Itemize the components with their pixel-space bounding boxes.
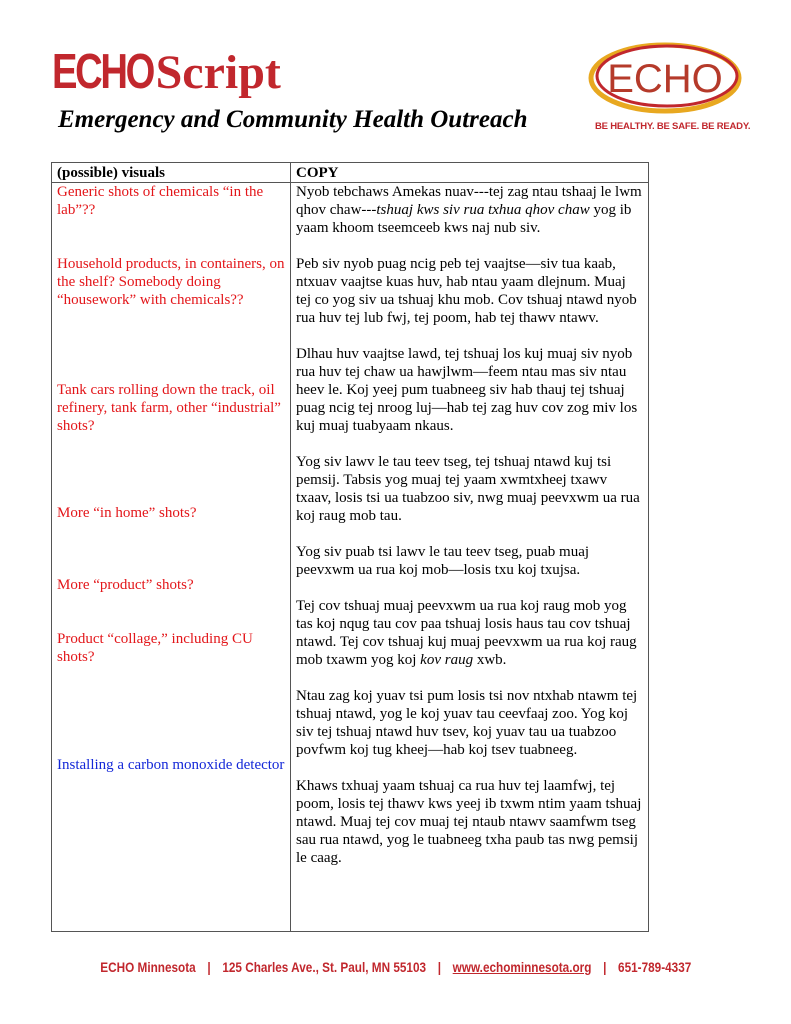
page-title	[52, 44, 281, 108]
footer-org: ECHO Minnesota	[99, 959, 196, 975]
column-header-visuals: (possible) visuals	[52, 163, 291, 183]
visual-note: Product “collage,” including CU shots?	[57, 631, 253, 665]
footer-website-link[interactable]: www.echominnesota.org	[452, 959, 592, 975]
copy-paragraph: Dlhau huv vaajtse lawd, tej tshuaj los kuj muaj siv nyob rua huv tej chaw ua hawjlwm—feem ntau mas siv ntau heev le. Koj yeej pum tuabneeg siv hab thauj tej tshuaj puag ncig tej nroog luj—hab tej zag huv cov zog miv los kuj muaj tuabyaam nkaus.	[296, 346, 638, 434]
footer-separator: |	[437, 959, 441, 975]
table-row	[52, 183, 649, 932]
table-header-row	[52, 163, 649, 183]
page-subtitle: Emergency and Community Health Outreach	[58, 106, 528, 133]
copy-paragraph: Ntau zag koj yuav tsi pum losis tsi nov ntxhab ntawm tej tshuaj ntawd, yog le koj yuav tau ceevfaaj zoo. Yog koj siv tej tshuaj ntawd huv tsev, koj yuav tau ua tuabzoo povfwm koj tug kheej—hab koj tsev tuabneeg.	[296, 688, 638, 758]
copy-paragraph: Peb siv nyob puag ncig peb tej vaajtse—siv tua kaab, ntxuav vaajtse kuas huv, hab ntau yaam dlejnum. Muaj tej co yog siv ua tshuaj khu mob. Cov tshuaj ntawd nyob rua huv tej lub fwj, tej poom, hab tej thawv ntawv.	[296, 256, 637, 326]
logo-text: ECHO	[607, 57, 723, 101]
logo-tagline: BE HEALTHY. BE SAFE. BE READY.	[595, 121, 751, 132]
footer-phone: 651-789-4337	[617, 959, 691, 975]
footer-address: 125 Charles Ave., St. Paul, MN 55103	[222, 959, 426, 975]
visual-note: More “product” shots?	[57, 577, 194, 593]
footer-separator: |	[207, 959, 211, 975]
copy-paragraph: Yog siv puab tsi lawv le tau teev tseg, puab muaj peevxwm ua rua koj mob—losis txu koj txujsa.	[296, 544, 590, 578]
copy-paragraph: Yog siv lawv le tau teev tseg, tej tshuaj ntawd kuj tsi pemsij. Tabsis yog muaj tej yaam xwmtxheej txawv txaav, losis tsi ua tuabzoo siv, nwg muaj peevxwm ua rua koj raug mob tau.	[296, 454, 640, 524]
copy-paragraph: Tej cov tshuaj muaj peevxwm ua rua koj raug mob yog tas koj nqug tau cov paa tshuaj losis haus tau cov tshuaj ntawd. Tej cov tshuaj kuj muaj peevxwm ua rua koj raug mob txawm yog koj kov raug xwb.	[296, 598, 637, 668]
title-script: Script	[155, 46, 281, 99]
visual-note: Tank cars rolling down the track, oil refinery, tank farm, other “industrial” shots?	[57, 382, 281, 434]
visual-note: Installing a carbon monoxide detector	[57, 757, 285, 773]
copy-cell	[291, 183, 649, 932]
copy-paragraph: Khaws txhuaj yaam tshuaj ca rua huv tej laamfwj, tej poom, losis tej thawv kws yeej ib txwm ntim yaam tshuaj ntawd. Muaj tej cov muaj tej ntaub ntawv saamfwm tseg sau rua ntawd, yog le tuabneeg txha paub tas nwg pemsij le caag.	[296, 778, 642, 866]
copy-paragraph: Nyob tebchaws Amekas nuav---tej zag ntau tshaaj le lwm qhov chaw---tshuaj kws siv rua txhua qhov chaw yog ib yaam khoom tseemceeb kws naj nub siv.	[296, 184, 642, 236]
footer-separator: |	[602, 959, 607, 975]
echo-logo	[583, 40, 743, 116]
script-table	[51, 162, 649, 932]
title-echo: ECHO	[52, 45, 154, 99]
visuals-cell	[52, 183, 291, 932]
visual-note: Household products, in containers, on the shelf? Somebody doing “housework” with chemicals??	[57, 256, 285, 308]
column-header-copy: COPY	[291, 163, 649, 183]
footer	[0, 959, 791, 975]
visual-note: More “in home” shots?	[57, 505, 197, 521]
visual-note: Generic shots of chemicals “in the lab”??	[57, 184, 264, 218]
